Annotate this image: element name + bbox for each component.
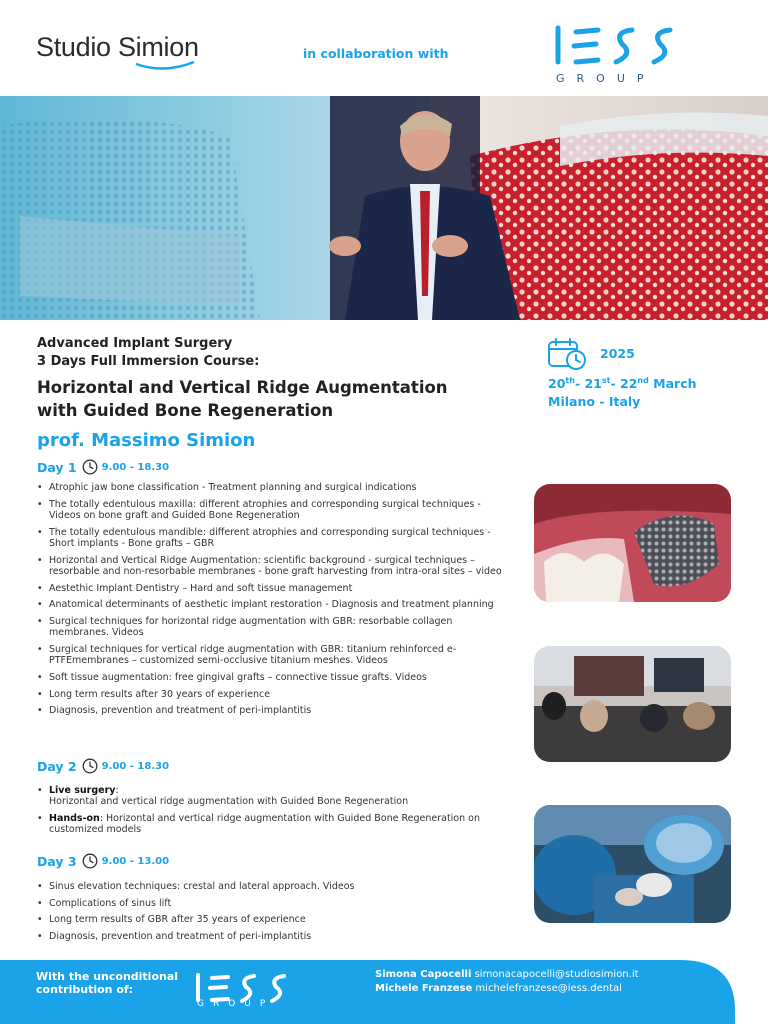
day1-time: 9.00 - 18.30 [101, 461, 170, 473]
list-item: • Atrophic jaw bone classification - Treatment planning and surgical indications [37, 482, 507, 493]
list-item: • Anatomical determinants of aesthetic implant restoration - Diagnosis and treatment planning [37, 599, 507, 610]
date-day2: - 21 [574, 376, 602, 392]
day2-label: Day 2 [37, 758, 77, 774]
hands-on-description: : Horizontal and vertical ridge augmentation with Guided Bone Regeneration on customized models [49, 812, 480, 836]
course-title [37, 376, 537, 422]
contact-name: Simona Capocelli [375, 969, 472, 980]
list-item: • Long term results of GBR after 35 years of experience [37, 914, 507, 925]
event-dates [548, 376, 697, 391]
course-title-line1: Horizontal and Vertical Ridge Augmentation [37, 378, 448, 397]
iess-group-logo [552, 24, 680, 86]
course-subtitle [37, 335, 259, 371]
day3-label: Day 3 [37, 853, 77, 869]
collaboration-label: in collaboration with [303, 46, 449, 61]
day3-time: 9.00 - 13.00 [101, 855, 170, 867]
calendar-clock-icon [548, 338, 588, 370]
day2-header [37, 757, 169, 775]
list-item: • Diagnosis, prevention and treatment of peri-implantitis [37, 931, 507, 942]
day2-topics [37, 785, 507, 841]
day1-header [37, 458, 169, 476]
list-item: • Surgical techniques for horizontal ridge augmentation with GBR: resorbable collagen membranes. Videos [37, 616, 507, 639]
hero-image [0, 96, 768, 320]
list-item: • Sinus elevation techniques: crestal and lateral approach. Videos [37, 881, 507, 892]
list-item: • Long term results after 30 years of experience [37, 689, 507, 700]
studio-simion-logo [36, 32, 199, 63]
date-day3-suffix: nd [637, 376, 649, 385]
list-item: • Surgical techniques for vertical ridge augmentation with GBR: titanium rehinforced e-PTFEmembranes – customized semi-occlusive titanium meshes. Videos [37, 644, 507, 667]
day1-label: Day 1 [37, 459, 77, 475]
list-item [37, 813, 507, 836]
live-surgery-colon: : [115, 785, 119, 796]
footer-contribution [36, 970, 178, 996]
date-day3: - 22 [610, 376, 638, 392]
footer-group-label: GROUP [197, 999, 275, 1009]
date-day1: 20 [548, 376, 566, 392]
contact-item [375, 982, 639, 996]
live-surgery-description: Horizontal and vertical ridge augmentation with Guided Bone Regeneration [49, 796, 409, 808]
event-location: Milano - Italy [548, 394, 641, 409]
day3-topics [37, 881, 507, 948]
contact-email-link[interactable]: simonacapocelli@studiosimion.it [474, 969, 639, 980]
clock-icon [82, 853, 98, 869]
iess-group-label: GROUP [556, 72, 656, 85]
photo-lecture-room [534, 646, 731, 762]
clock-icon [82, 459, 98, 475]
list-item: • The totally edentulous mandible: different atrophies and corresponding surgical techniques - Short implants - Bone grafts – GBR [37, 527, 507, 550]
course-subtitle-line1: Advanced Implant Surgery [37, 336, 233, 351]
event-year: 2025 [600, 346, 635, 361]
course-title-line2: with Guided Bone Regeneration [37, 401, 334, 420]
iess-logo-icon [552, 24, 680, 66]
live-surgery-label: Live surgery [49, 785, 116, 796]
list-item: • Aestethic Implant Dentistry – Hard and soft tissue management [37, 583, 507, 594]
list-item: • The totally edentulous maxilla: different atrophies and corresponding surgical techniques - Videos on bone graft and Guided Bone Regeneration [37, 499, 507, 522]
list-item: • Soft tissue augmentation: free gingival grafts – connective tissue grafts. Videos [37, 672, 507, 683]
footer-contribution-line1: With the unconditional [36, 970, 179, 983]
date-day2-suffix: st [601, 376, 611, 385]
course-subtitle-line2: 3 Days Full Immersion Course: [37, 354, 260, 369]
professor-name: prof. Massimo Simion [37, 430, 256, 451]
day3-header [37, 852, 169, 870]
date-day1-suffix: th [565, 376, 575, 385]
photo-live-surgery [534, 805, 731, 923]
day2-time: 9.00 - 18.30 [101, 760, 170, 772]
contact-name: Michele Franzese [375, 983, 473, 994]
header [0, 0, 768, 96]
day1-topics [37, 482, 507, 722]
clock-icon [82, 758, 98, 774]
contact-list [375, 968, 639, 996]
logo-swoosh-icon [134, 60, 196, 72]
list-item [37, 785, 507, 808]
contact-email-link[interactable]: michelefranzese@iess.dental [475, 983, 622, 994]
contact-item [375, 968, 639, 982]
list-item: • Diagnosis, prevention and treatment of peri-implantitis [37, 705, 507, 716]
photo-titanium-mesh [534, 484, 731, 602]
studio-simion-logo-text: Studio Simion [36, 32, 199, 62]
list-item: • Horizontal and Vertical Ridge Augmentation: scientific background - surgical techniques – resorbable and non-resorbable membranes - bone graft harvesting from intra-oral sites – video [37, 555, 507, 578]
date-month: March [648, 376, 697, 392]
hands-on-label: Hands-on [49, 812, 100, 824]
list-item: • Complications of sinus lift [37, 898, 507, 909]
footer-contribution-line2: contribution of: [36, 983, 134, 996]
